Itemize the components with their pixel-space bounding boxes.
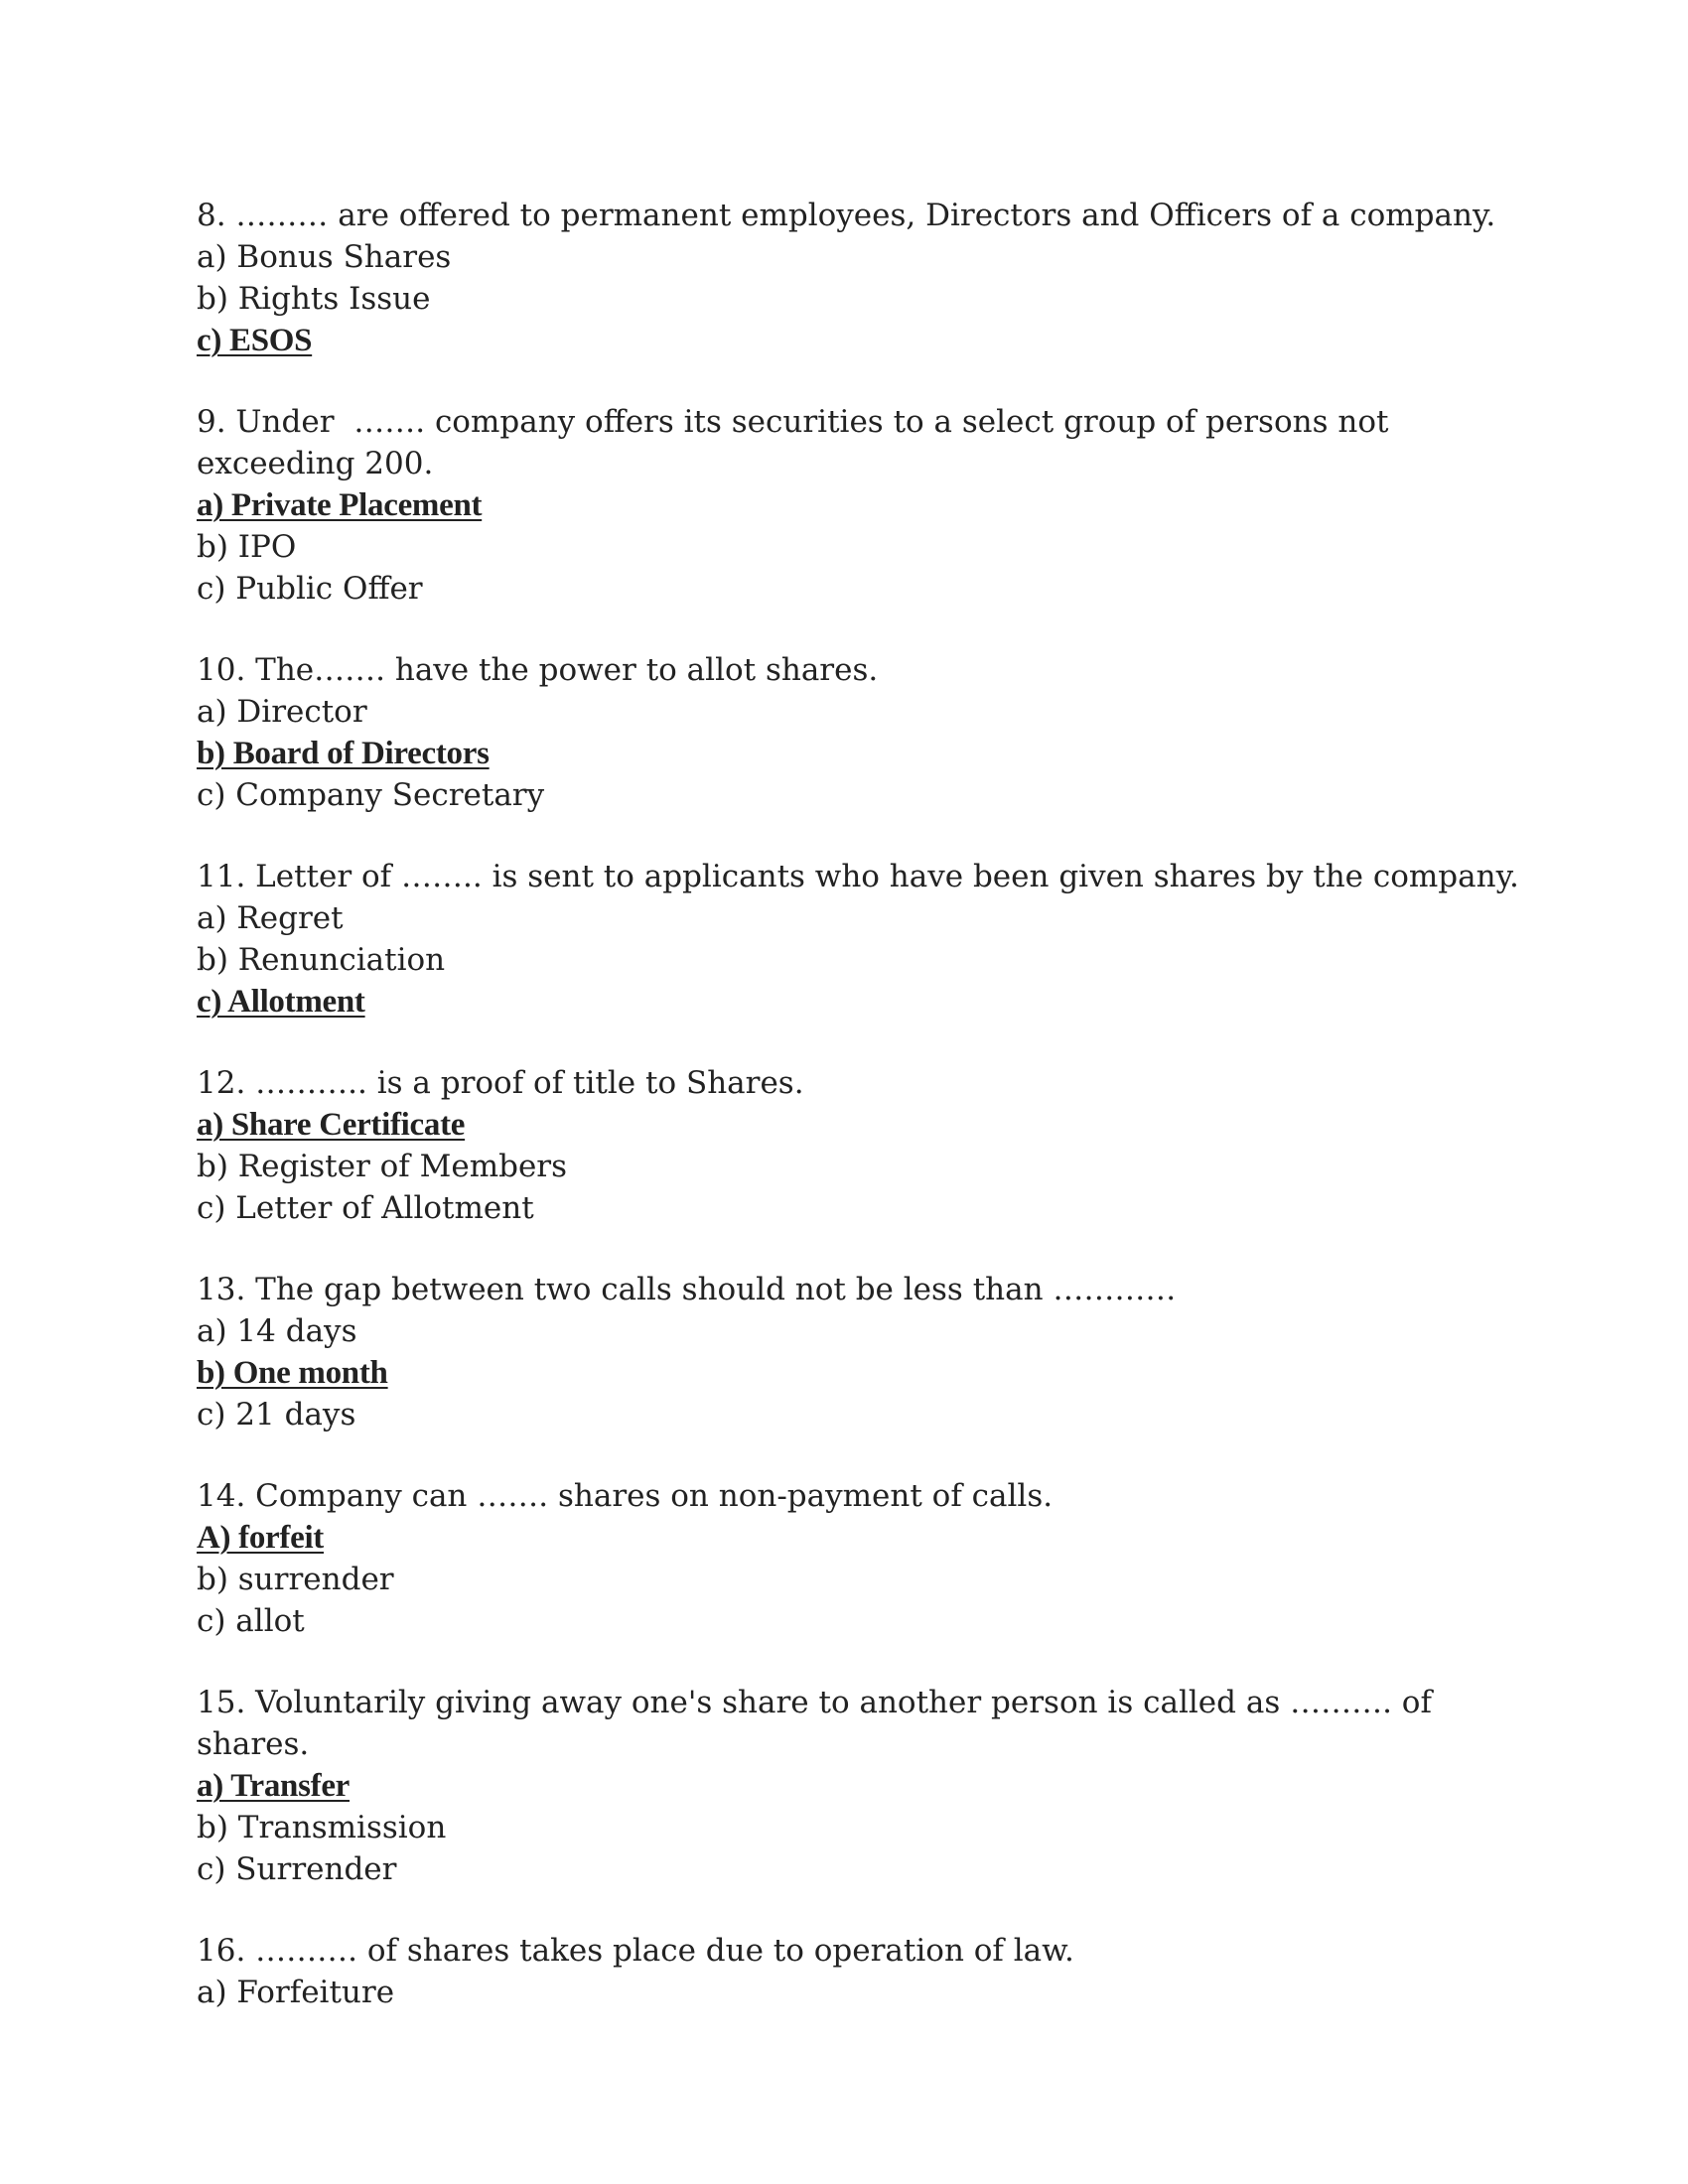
question-item [197, 856, 1547, 1023]
answer-option: a) Director [197, 694, 367, 730]
question-text: 13. The gap between two calls should not be less than ………… [197, 1272, 1177, 1307]
question-item [197, 1930, 1547, 2013]
answer-option: b) Transmission [197, 1810, 447, 1845]
answer-option: b) Renunciation [197, 942, 446, 978]
answer-option: b) IPO [197, 529, 297, 565]
answer-option: a) Forfeiture [197, 1975, 395, 2010]
question-item [197, 401, 1547, 610]
answer-option: c) Company Secretary [197, 777, 545, 813]
answer-option: c) Public Offer [197, 571, 423, 607]
correct-answer-option: b) Board of Directors [197, 736, 490, 771]
correct-answer-option: a) Share Certificate [197, 1107, 466, 1143]
question-text: 14. Company can ……. shares on non-payment of calls. [197, 1478, 1054, 1514]
answer-option: a) 14 days [197, 1313, 357, 1349]
question-item [197, 1682, 1547, 1890]
question-item [197, 649, 1547, 816]
question-text: 16. ………. of shares takes place due to operation of law. [197, 1933, 1074, 1969]
question-text: 10. The……. have the power to allot shares. [197, 652, 879, 688]
answer-option: c) allot [197, 1603, 305, 1639]
question-item [197, 1269, 1547, 1435]
question-text: 8. ……… are offered to permanent employees, Directors and Officers of a company. [197, 198, 1496, 233]
correct-answer-option: c) ESOS [197, 323, 313, 358]
answer-option: c) Surrender [197, 1851, 397, 1887]
question-list [197, 195, 1547, 2053]
question-item [197, 1062, 1547, 1229]
answer-option: b) Register of Members [197, 1149, 568, 1184]
question-text: 11. Letter of …….. is sent to applicants who have been given shares by the company. [197, 859, 1519, 894]
answer-option: c) 21 days [197, 1397, 356, 1433]
correct-answer-option: b) One month [197, 1355, 388, 1391]
correct-answer-option: a) Transfer [197, 1768, 351, 1804]
correct-answer-option: c) Allotment [197, 984, 365, 1020]
question-text: 15. Voluntarily giving away one's share to another person is called as ………. of shares. [197, 1685, 1442, 1762]
answer-option: a) Regret [197, 900, 344, 936]
correct-answer-option: A) forfeit [197, 1520, 325, 1556]
correct-answer-option: a) Private Placement [197, 487, 483, 523]
question-text: 12. ……….. is a proof of title to Shares. [197, 1065, 804, 1101]
question-item [197, 195, 1547, 361]
answer-option: a) Bonus Shares [197, 239, 452, 275]
answer-option: b) surrender [197, 1562, 394, 1597]
question-item [197, 1475, 1547, 1642]
answer-option: c) Letter of Allotment [197, 1190, 534, 1226]
answer-option: b) Rights Issue [197, 281, 431, 317]
question-text: 9. Under ……. company offers its securities to a select group of persons not exceeding 200. [197, 404, 1389, 481]
